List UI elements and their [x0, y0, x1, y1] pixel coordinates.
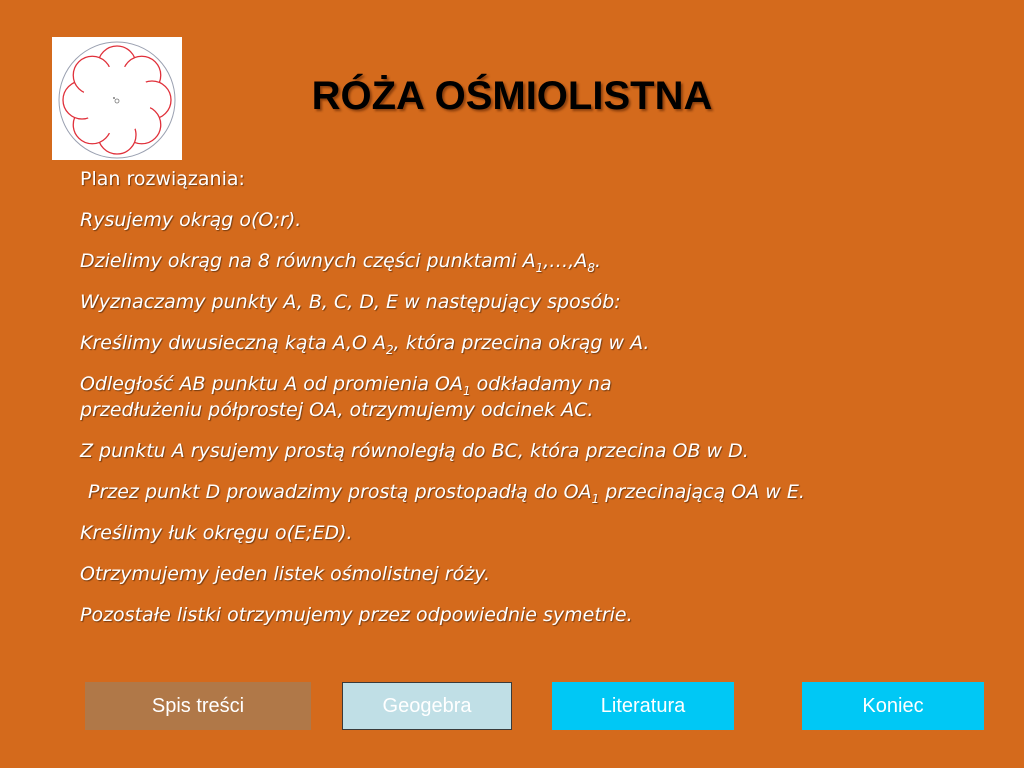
step-8 [80, 520, 980, 546]
step-7-text [88, 481, 805, 506]
plan-heading [80, 166, 980, 192]
step-1 [80, 207, 980, 233]
step-2-text [80, 250, 601, 275]
step-2-sub1: 1 [535, 260, 544, 275]
plan-heading-text: Plan rozwiązania: [80, 168, 245, 190]
step-4-text [80, 332, 650, 357]
step-5-line2: przedłużeniu półprostej OA, otrzymujemy odcinek AC. [80, 399, 594, 421]
geogebra-button[interactable]: Geogebra [342, 682, 512, 730]
step-1-text: Rysujemy okrąg o(O;r). [80, 209, 302, 231]
step-2-mid: ,…,A [543, 250, 588, 272]
step-3-text: Wyznaczamy punkty A, B, C, D, E w następujący sposób: [80, 291, 621, 313]
step-2 [80, 248, 980, 274]
step-5-sub: 1 [462, 383, 471, 398]
step-4-sub: 2 [386, 342, 394, 357]
step-6-text: Z punktu A rysujemy prostą równoległą do BC, która przecina OB w D. [80, 440, 749, 462]
step-10-text: Pozostałe listki otrzymujemy przez odpowiednie symetrie. [80, 604, 633, 626]
page-title: RÓŻA OŚMIOLISTNA [311, 74, 713, 118]
step-8-text: Kreślimy łuk okręgu o(E;ED). [80, 522, 353, 544]
step-3 [80, 289, 980, 315]
step-5-part: Odległość AB punktu A od promienia OA [80, 373, 463, 395]
step-5-text [80, 373, 612, 421]
end-button[interactable]: Koniec [802, 682, 984, 730]
step-5 [80, 371, 980, 423]
step-4-part: Kreślimy dwusieczną kąta A,O A [80, 332, 387, 354]
step-7-sub: 1 [591, 491, 600, 506]
step-6 [80, 438, 980, 464]
step-7-end: przecinającą OA w E. [599, 481, 805, 503]
literature-button[interactable]: Literatura [552, 682, 734, 730]
step-7 [80, 479, 980, 505]
step-2-part: Dzielimy okrąg na 8 równych części punktami A [80, 250, 536, 272]
step-9 [80, 561, 980, 587]
step-5-line1-end: odkładamy na [470, 373, 612, 395]
step-2-end: . [594, 250, 601, 272]
step-2-sub2: 8 [587, 260, 595, 275]
table-of-contents-button[interactable]: Spis treści [85, 682, 311, 730]
solution-plan [80, 166, 980, 643]
step-4-end: , która przecina okrąg w A. [393, 332, 650, 354]
step-9-text: Otrzymujemy jeden listek ośmolistnej róży. [80, 563, 491, 585]
step-10 [80, 602, 980, 628]
step-4 [80, 330, 980, 356]
step-7-part: Przez punkt D prowadzimy prostą prostopadłą do OA [88, 481, 592, 503]
